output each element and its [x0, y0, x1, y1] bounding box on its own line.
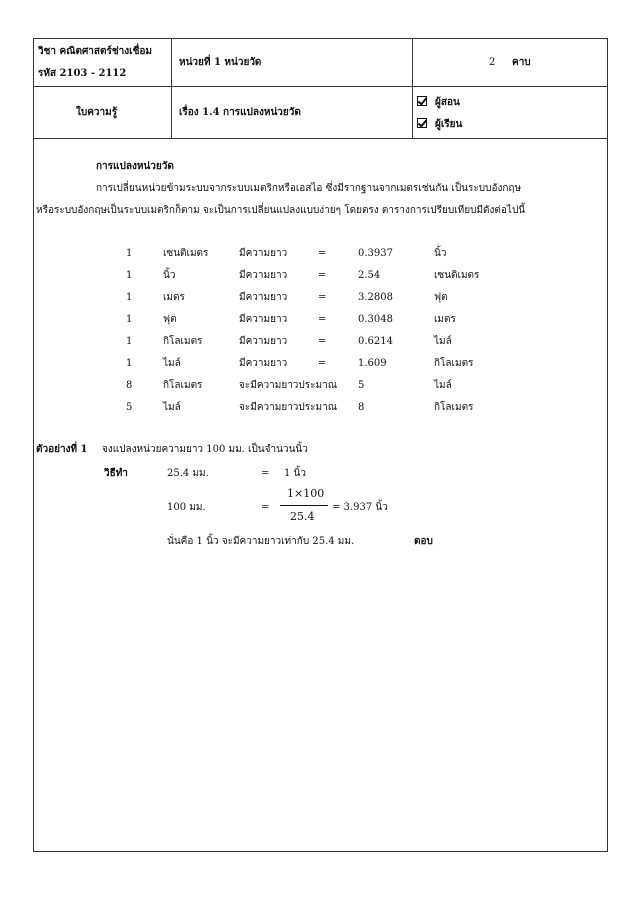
checkbox-checked-icon — [417, 118, 427, 128]
unit-label: หน่วยที่ 1 หน่วยวัด — [179, 57, 262, 68]
conv-from-unit: นิ้ว — [163, 270, 176, 281]
answer-label: ตอบ — [414, 536, 433, 547]
conv-value: 3.2808 — [358, 292, 393, 303]
conv-value: 5 — [358, 380, 365, 391]
conv-qty: 1 — [126, 336, 133, 347]
conv-value: 0.3937 — [358, 248, 393, 259]
example-label: ตัวอย่างที่ 1 — [36, 444, 88, 455]
section-heading: การแปลงหน่วยวัด — [96, 161, 174, 172]
calc-result: = 3.937 นิ้ว — [332, 502, 388, 513]
course-code: รหัส 2103 - 2112 — [38, 68, 127, 79]
periods-label: คาบ — [512, 57, 531, 68]
conv-qty: 1 — [126, 292, 133, 303]
conv-relation: มีความยาว — [239, 336, 288, 347]
conv-equals: = — [318, 314, 327, 325]
conversion-row — [34, 357, 607, 379]
conversion-row — [34, 335, 607, 357]
conv-from-unit: เมตร — [163, 292, 185, 303]
conv-equals: = — [318, 336, 327, 347]
conv-equals: = — [318, 248, 327, 259]
header-row-1 — [34, 39, 607, 87]
conversion-row — [34, 269, 607, 291]
conv-to-unit: เซนติเมตร — [434, 270, 480, 281]
conv-qty: 1 — [126, 248, 133, 259]
conv-to-unit: ไมล์ — [434, 380, 452, 391]
paragraph-line-2: หรือระบบอังกฤษเป็นระบบเมตริกก็ตาม จะเป็นการเปลี่ยนแปลงแบบง่ายๆ โดยตรง ตารางการเปรียบเทียบมีดังต่อไปนี้ — [36, 205, 526, 216]
conv-value: 8 — [358, 402, 365, 413]
fraction-denominator: 25.4 — [290, 510, 315, 523]
conv-to-unit: กิโลเมตร — [434, 402, 474, 413]
given-equals: = — [261, 468, 270, 479]
conv-relation: มีความยาว — [239, 292, 288, 303]
header-row-2 — [34, 87, 607, 139]
conv-to-unit: ไมล์ — [434, 336, 452, 347]
conv-value: 2.54 — [358, 270, 381, 281]
conversion-row — [34, 401, 607, 423]
paragraph-line-1: การเปลี่ยนหน่วยข้ามระบบจากระบบเมตริกหรือเอสไอ ซึ่งมีรากฐานจากเมตรเช่นกัน เป็นระบบอังกฤษ — [96, 183, 522, 194]
periods-number: 2 — [489, 57, 496, 68]
conv-relation: มีความยาว — [239, 248, 288, 259]
fraction-bar — [280, 505, 328, 506]
conv-value: 0.3048 — [358, 314, 393, 325]
student-checkbox — [417, 117, 462, 131]
subject-label: วิชา คณิตศาสตร์ช่างเชื่อม — [38, 46, 152, 57]
conv-equals: = — [318, 292, 327, 303]
given-left: 25.4 มม. — [167, 468, 209, 479]
example-question: จงแปลงหน่วยความยาว 100 มม. เป็นจำนวนนิ้ว — [102, 444, 308, 455]
conv-to-unit: ฟุต — [434, 292, 448, 303]
student-label: ผู้เรียน — [435, 119, 463, 130]
checkbox-checked-icon — [417, 96, 427, 106]
conv-qty: 1 — [126, 314, 133, 325]
conversion-row — [34, 247, 607, 269]
given-right: 1 นิ้ว — [284, 468, 306, 479]
calc-equals: = — [261, 502, 270, 513]
document-type: ใบความรู้ — [76, 107, 118, 118]
conv-from-unit: ไมล์ — [163, 402, 181, 413]
conv-relation: มีความยาว — [239, 314, 288, 325]
conv-qty: 1 — [126, 270, 133, 281]
calc-left: 100 มม. — [167, 502, 206, 513]
conv-value: 1.609 — [358, 358, 387, 369]
conversion-row — [34, 291, 607, 313]
conversion-table — [34, 247, 607, 427]
conv-from-unit: ไมล์ — [163, 358, 181, 369]
conv-equals: = — [318, 270, 327, 281]
worksheet-page — [33, 38, 608, 852]
method-label: วิธีทำ — [104, 468, 128, 479]
conv-from-unit: กิโลเมตร — [163, 380, 203, 391]
conv-equals: = — [318, 358, 327, 369]
conv-relation: มีความยาว — [239, 358, 288, 369]
conv-from-unit: ฟุต — [163, 314, 177, 325]
conv-to-unit: กิโลเมตร — [434, 358, 474, 369]
conv-from-unit: กิโลเมตร — [163, 336, 203, 347]
conv-relation: จะมีความยาวประมาณ — [239, 380, 337, 391]
teacher-label: ผู้สอน — [435, 97, 460, 108]
conclusion-text: นั่นคือ 1 นิ้ว จะมีความยาวเท่ากับ 25.4 มม. — [167, 536, 355, 547]
conv-relation: จะมีความยาวประมาณ — [239, 402, 337, 413]
conv-to-unit: นิ้ว — [434, 248, 447, 259]
teacher-checkbox — [417, 95, 460, 109]
topic-title: เรื่อง 1.4 การแปลงหน่วยวัด — [179, 107, 301, 118]
conv-from-unit: เซนติเมตร — [163, 248, 209, 259]
conversion-row — [34, 379, 607, 401]
conv-to-unit: เมตร — [434, 314, 456, 325]
conv-qty: 8 — [126, 380, 133, 391]
conv-relation: มีความยาว — [239, 270, 288, 281]
fraction-numerator: 1×100 — [287, 487, 325, 500]
conversion-row — [34, 313, 607, 335]
conv-qty: 1 — [126, 358, 133, 369]
conv-qty: 5 — [126, 402, 133, 413]
conv-value: 0.6214 — [358, 336, 393, 347]
